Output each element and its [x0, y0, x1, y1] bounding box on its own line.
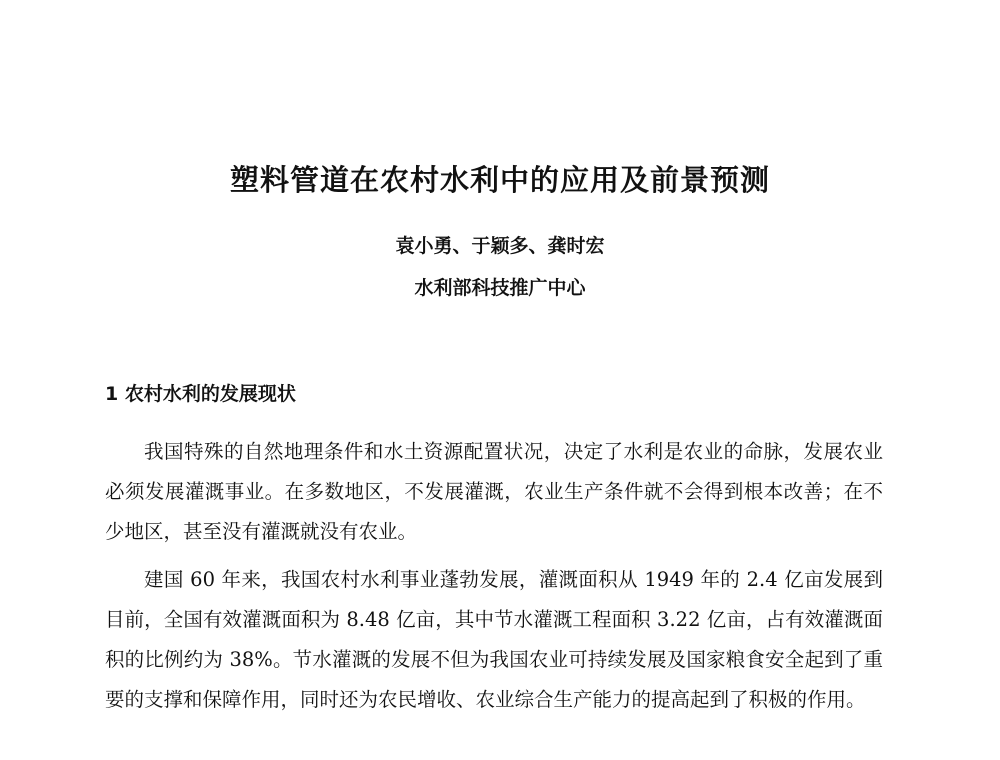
section-heading: 1 农村水利的发展现状	[105, 383, 296, 405]
paper-title: 塑料管道在农村水利中的应用及前景预测	[229, 163, 770, 197]
body-paragraph: 建国 60 年来，我国农村水利事业蓬勃发展，灌溉面积从 1949 年的 2.4 亿亩发展到目前，全国有效灌溉面积为 8.48 亿亩，其中节水灌溉工程面积 3.22 亿亩，占有效灌溉面积的比例约为 38%。节水灌溉的发展不但为我国农业可持续发展及国家粮食安全起到了重要的支撑和保障作用，同时还为农民增收、农业综合生产能力的提高起到了积极的作用。	[105, 568, 883, 711]
author-list: 袁小勇、于颖多、龚时宏	[395, 235, 605, 257]
author-affiliation: 水利部科技推广中心	[414, 277, 586, 299]
body-paragraph: 我国特殊的自然地理条件和水土资源配置状况，决定了水利是农业的命脉，发展农业必须发展灌溉事业。在多数地区，不发展灌溉，农业生产条件就不会得到根本改善；在不少地区，甚至没有灌溉就没有农业。	[105, 440, 883, 543]
